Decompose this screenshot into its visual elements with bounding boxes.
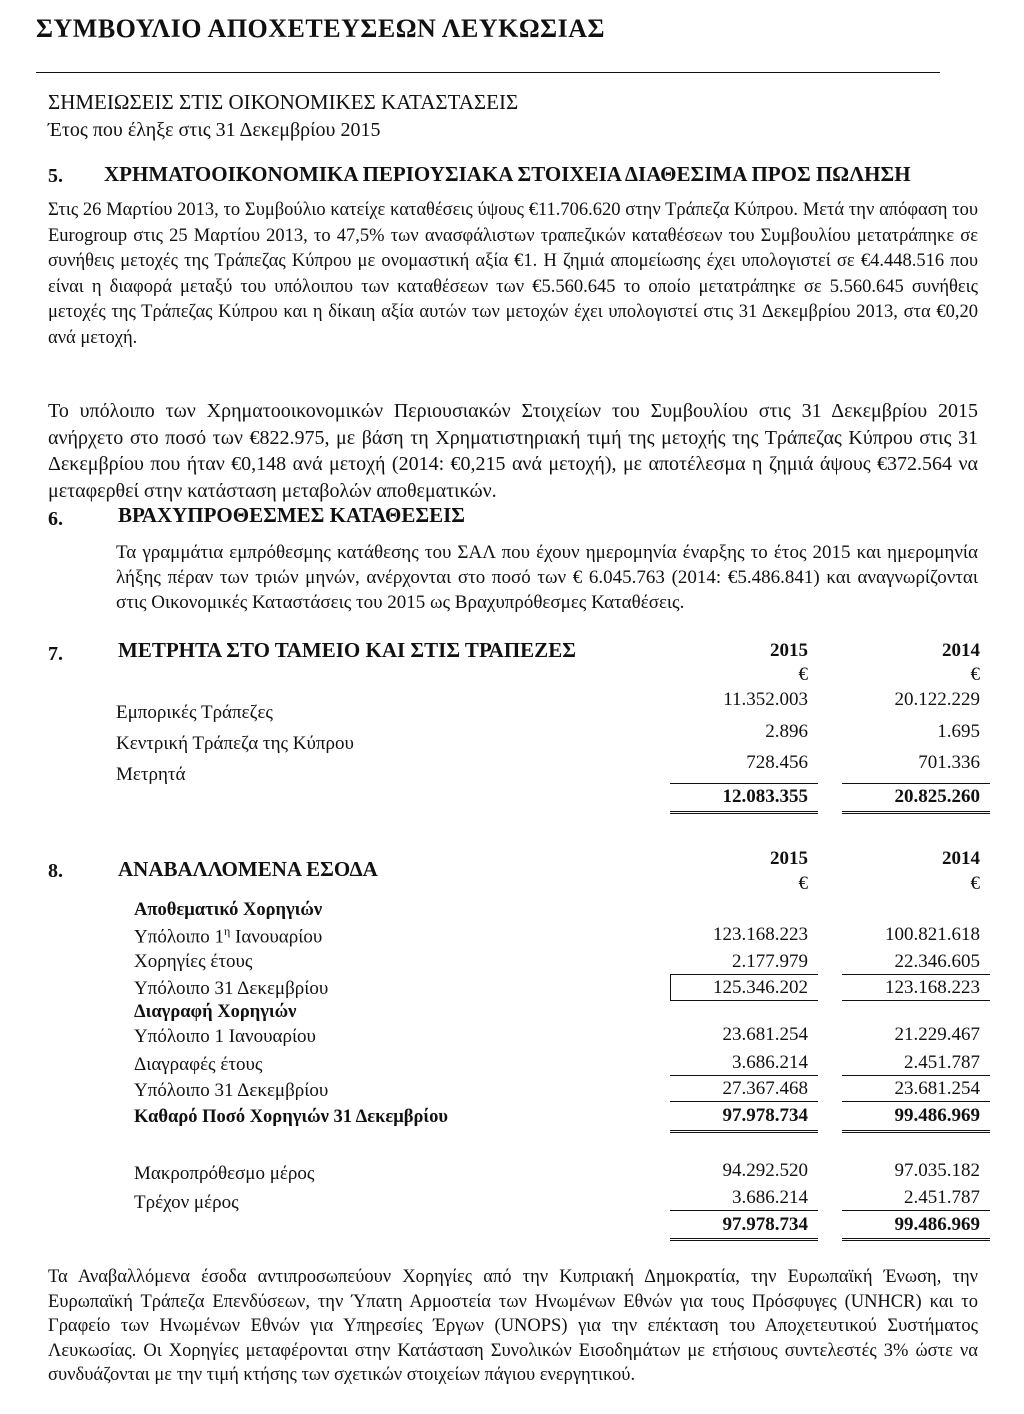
grants-year-2015: 2.177.979: [732, 951, 808, 972]
grants-year-label: Χορηγίες έτους: [134, 951, 253, 972]
grants-closing-box-edge: [670, 974, 671, 1000]
header-rule: [36, 72, 940, 73]
note7-total-double-rule: [842, 811, 990, 814]
writeoff-closing-2014: 23.681.254: [894, 1078, 980, 1099]
grants-opening-superscript: η: [223, 924, 231, 938]
note7-row-value-2014: 20.122.229: [894, 689, 980, 710]
note6-paragraph: Τα γραμμάτια εμπρόθεσμης κατάθεσης του ΣΑΛ που έχουν ημερομηνία έναρξης το έτος 2015 και ημερομηνία λήξης πέραν των τριών μηνών, ανέρχονται στο ποσό των € 6.045.763 (2014: €5.486.841) και αναγνωρίζονται στις Οικονομικές Καταστάσεις του 2015 ως Βραχυπρόθεσμες Καταθέσεις.: [116, 542, 978, 613]
writeoff-opening-label: Υπόλοιπο 1 Ιανουαρίου: [134, 1026, 316, 1047]
net-grants-2014: 99.486.969: [894, 1105, 980, 1126]
deferred-total-2015: 97.978.734: [722, 1214, 808, 1235]
note7-total-2015: 12.083.355: [722, 786, 808, 807]
net-grants-double-rule: [670, 1130, 818, 1133]
note5-number: 5.: [48, 165, 63, 187]
grants-opening-2015: 123.168.223: [713, 924, 808, 945]
note8-currency-2014: €: [970, 873, 980, 894]
note7-year-2014: 2014: [942, 640, 980, 661]
note8-currency-2015: €: [798, 873, 808, 894]
note8-year-2015: 2015: [770, 848, 808, 869]
writeoff-closing-underline: [842, 1101, 990, 1102]
grants-closing-2015: 125.346.202: [713, 977, 808, 998]
writeoff-year-2015: 3.686.214: [732, 1052, 808, 1073]
grants-closing-underline: [670, 1000, 818, 1001]
note7-row-value-2014: 701.336: [918, 752, 980, 773]
note5-title: ΧΡΗΜΑΤΟΟΙΚΟΝΟΜΙΚΑ ΠΕΡΙΟΥΣΙΑΚΑ ΣΤΟΙΧΕΙΑ ΔΙΑΘΕΣΙΜΑ ΠΡΟΣ ΠΩΛΗΣΗ: [104, 162, 911, 186]
note5-paragraph-2: Το υπόλοιπο των Χρηματοοικονομικών Περιουσιακών Στοιχείων του Συμβουλίου στις 31 Δεκεμβρίου 2015 ανήρχετο στο ποσό των €822.975, με βάση τη Χρηματιστηριακή τιμή της μετοχής της Τράπεζας Κύπρου στις 31 Δεκεμβρίου που ήταν €0,148 ανά μετοχή (2014: €0,215 ανά μετοχή), με αποτέλεσμα η ζημιά άψους €372.564 να μεταφερθεί στην κατάσταση μεταβολών αποθεματικών.: [48, 400, 978, 502]
deferred-total-2014: 99.486.969: [894, 1214, 980, 1235]
writeoff-closing-label: Υπόλοιπο 31 Δεκεμβρίου: [134, 1080, 329, 1101]
note7-row-value-2014: 1.695: [937, 721, 980, 742]
note7-currency-2015: €: [798, 664, 808, 685]
deferred-total-rule: [842, 1210, 990, 1211]
note8-footer-paragraph: Τα Αναβαλλόμενα έσοδα αντιπροσωπεύουν Χορηγίες από την Κυπριακή Δημοκρατία, την Ευρωπαϊκή Ένωση, την Ευρωπαϊκή Τράπεζα Επενδύσεων, την Ύπατη Αρμοστεία των Ηνωμένων Εθνών για τους Πρόσφυγες (UNHCR) και το Γραφείο των Ηνωμένων Εθνών για Υπηρεσίες Έργων (UNOPS) για την επέκταση του Αποχετευτικού Συστήματος Λευκωσίας. Οι Χορηγίες μεταφέρονται στην Κατάσταση Συνολικών Εισοδημάτων με ετήσιους συντελεστές 3% ώστε να συνδυάζονται με την τιμή κτήσης των σχετικών στοιχείων πάγιου ενεργητικού.: [48, 1267, 978, 1385]
writeoff-closing-underline: [670, 1101, 818, 1102]
grants-closing-label: Υπόλοιπο 31 Δεκεμβρίου: [134, 978, 329, 999]
note8-number: 8.: [48, 860, 63, 882]
grants-reserve-heading: Αποθεματικό Χορηγιών: [134, 900, 323, 920]
current-part-label: Τρέχον μέρος: [134, 1192, 239, 1213]
net-grants-double-rule: [842, 1130, 990, 1133]
grants-opening-2014: 100.821.618: [885, 924, 980, 945]
writeoff-opening-2014: 21.229.467: [894, 1024, 980, 1045]
grants-closing-2014: 123.168.223: [885, 977, 980, 998]
note7-total-2014: 20.825.260: [894, 786, 980, 807]
document-title: ΣΗΜΕΙΩΣΕΙΣ ΣΤΙΣ ΟΙΚΟΝΟΜΙΚΕΣ ΚΑΤΑΣΤΑΣΕΙΣ: [48, 90, 519, 114]
grants-subtotal-rule: [670, 974, 818, 975]
note7-subtotal-rule: [842, 783, 990, 784]
note7-total-double-rule: [670, 811, 818, 814]
long-term-2015: 94.292.520: [722, 1160, 808, 1181]
note7-row-label: Κεντρική Τράπεζα της Κύπρου: [116, 733, 354, 754]
writeoff-year-2014: 2.451.787: [904, 1052, 980, 1073]
note6-number: 6.: [48, 508, 63, 530]
current-part-2014: 2.451.787: [904, 1187, 980, 1208]
note7-currency-2014: €: [970, 664, 980, 685]
writeoff-closing-2015: 27.367.468: [722, 1078, 808, 1099]
long-term-label: Μακροπρόθεσμο μέρος: [134, 1163, 315, 1184]
writeoff-heading: Διαγραφή Χορηγιών: [134, 1002, 297, 1022]
long-term-2014: 97.035.182: [894, 1160, 980, 1181]
deferred-total-double-rule: [842, 1238, 990, 1241]
note7-title: ΜΕΤΡΗΤΑ ΣΤΟ ΤΑΜΕΙΟ ΚΑΙ ΣΤΙΣ ΤΡΑΠΕΖΕΣ: [118, 638, 576, 662]
grants-year-2014: 22.346.605: [894, 951, 980, 972]
net-grants-2015: 97.978.734: [722, 1105, 808, 1126]
note7-row-label: Μετρητά: [116, 764, 186, 785]
organization-title: ΣΥΜΒΟΥΛΙΟ ΑΠΟΧΕΤΕΥΣΕΩΝ ΛΕΥΚΩΣΙΑΣ: [36, 14, 606, 43]
writeoff-subtotal-rule: [842, 1075, 990, 1076]
writeoff-subtotal-rule: [670, 1075, 818, 1076]
note7-year-2015: 2015: [770, 640, 808, 661]
note7-row-value-2015: 728.456: [746, 752, 808, 773]
grants-subtotal-rule: [842, 974, 990, 975]
note6-title: ΒΡΑΧΥΠΡΟΘΕΣΜΕΣ ΚΑΤΑΘΕΣΕΙΣ: [118, 503, 465, 527]
writeoff-opening-2015: 23.681.254: [722, 1024, 808, 1045]
net-grants-label: Καθαρό Ποσό Χορηγιών 31 Δεκεμβρίου: [134, 1107, 449, 1127]
current-part-2015: 3.686.214: [732, 1187, 808, 1208]
grants-opening-label-suffix: Ιανουαρίου: [230, 926, 323, 948]
grants-opening-label-text: Υπόλοιπο 1: [134, 926, 224, 948]
writeoff-year-label: Διαγραφές έτους: [134, 1054, 263, 1075]
grants-closing-underline: [842, 1000, 990, 1001]
grants-opening-label: [134, 924, 322, 948]
note7-row-value-2015: 11.352.003: [723, 689, 808, 710]
note7-subtotal-rule: [670, 783, 818, 784]
note5-paragraph-1: Στις 26 Μαρτίου 2013, το Συμβούλιο κατείχε καταθέσεις ύψους €11.706.620 στην Τράπεζα Κύπρου. Μετά την απόφαση του Eurogroup στις 25 Μαρτίου 2013, το 47,5% των ανασφάλιστων τραπεζικών καταθέσεων του Συμβουλίου μετατράπηκε σε συνήθεις μετοχές της Τράπεζας Κύπρου με ονομαστική αξία €1. Η ζημιά απομείωσης έχει υπολογιστεί σε €4.448.516 που είναι η διαφορά μεταξύ του υπόλοιπου των καταθέσεων των €5.560.645 το οποίο μετατράπηκε σε 5.560.645 συνήθεις μετοχές της Τράπεζας Κύπρου και η δίκαιη αξία αυτών των μετοχών έχει υπολογιστεί στις 31 Δεκεμβρίου 2013, στα €0,20 ανά μετοχή.: [48, 200, 978, 348]
note8-title: ΑΝΑΒΑΛΛΟΜΕΝΑ ΕΣΟΔΑ: [118, 857, 378, 881]
note7-number: 7.: [48, 643, 63, 665]
note8-year-2014: 2014: [942, 848, 980, 869]
deferred-total-rule: [670, 1210, 818, 1211]
note7-row-label: Εμπορικές Τράπεζες: [116, 702, 273, 723]
deferred-total-double-rule: [670, 1238, 818, 1241]
period-subtitle: Έτος που έληξε στις 31 Δεκεμβρίου 2015: [48, 119, 381, 141]
note7-row-value-2015: 2.896: [765, 721, 808, 742]
